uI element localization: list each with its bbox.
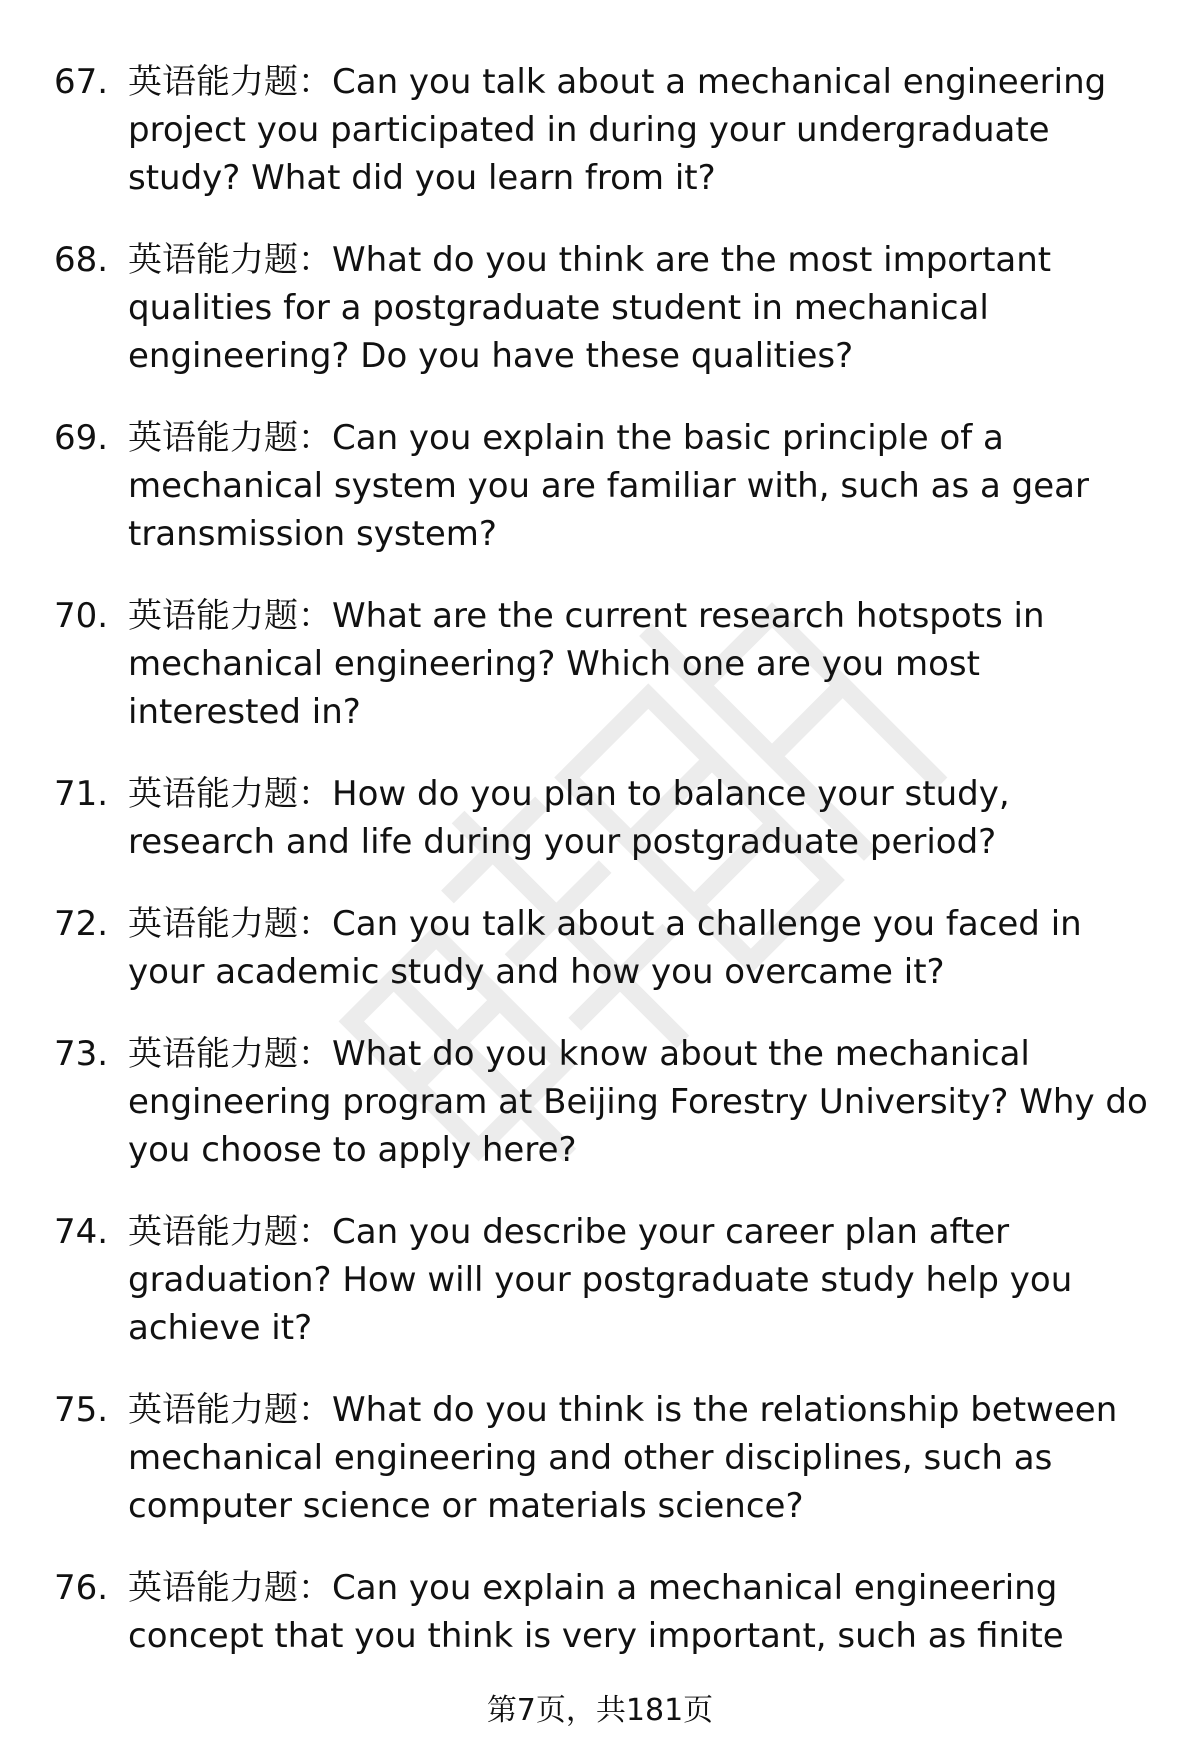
question-item xyxy=(0,414,1200,558)
question-item xyxy=(0,1030,1200,1174)
question-label: 英语能力题： xyxy=(128,1212,332,1252)
question-text-block xyxy=(128,58,1148,202)
question-list xyxy=(0,58,1200,1694)
question-body: What are the current research hotspots in mechanical engineering? Which one are you most interested in? xyxy=(128,596,1045,732)
question-body: What do you think is the relationship between mechanical engineering and other disciplines, such as computer science or materials science? xyxy=(128,1390,1118,1526)
question-item xyxy=(0,1208,1200,1352)
question-text-block xyxy=(128,1564,1148,1660)
question-number: 71. xyxy=(54,774,109,814)
question-item xyxy=(0,592,1200,736)
question-body: Can you describe your career plan after graduation? How will your postgraduate study help you achieve it? xyxy=(128,1212,1073,1348)
question-text-block xyxy=(128,900,1148,996)
question-label: 英语能力题： xyxy=(128,1390,332,1430)
question-number: 67. xyxy=(54,62,109,102)
question-body: Can you explain the basic principle of a mechanical system you are familiar with, such as a gear transmission system? xyxy=(128,418,1089,554)
question-label: 英语能力题： xyxy=(128,904,332,944)
page-footer: 第7页，共181页 xyxy=(486,1693,714,1728)
question-body: What do you think are the most important qualities for a postgraduate student in mechanical engineering? Do you have these qualities? xyxy=(128,240,1052,376)
question-text-block xyxy=(128,236,1148,380)
question-label: 英语能力题： xyxy=(128,62,332,102)
question-body: What do you know about the mechanical engineering program at Beijing Forestry University? Why do you choose to apply here? xyxy=(128,1034,1148,1170)
question-item xyxy=(0,770,1200,866)
question-label: 英语能力题： xyxy=(128,240,332,280)
question-label: 英语能力题： xyxy=(128,774,332,814)
question-text-block xyxy=(128,1030,1148,1174)
question-text-block xyxy=(128,1208,1148,1352)
question-body: Can you explain a mechanical engineering concept that you think is very important, such as finite xyxy=(128,1568,1064,1656)
question-label: 英语能力题： xyxy=(128,1568,332,1608)
question-number: 76. xyxy=(54,1568,109,1608)
question-text-block xyxy=(128,770,1148,866)
question-body: Can you talk about a challenge you faced in your academic study and how you overcame it? xyxy=(128,904,1082,992)
question-item xyxy=(0,1564,1200,1660)
question-number: 73. xyxy=(54,1034,109,1074)
question-number: 74. xyxy=(54,1212,109,1252)
question-label: 英语能力题： xyxy=(128,596,332,636)
question-item xyxy=(0,58,1200,202)
question-number: 70. xyxy=(54,596,109,636)
question-text-block xyxy=(128,592,1148,736)
question-text-block xyxy=(128,414,1148,558)
question-text-block xyxy=(128,1386,1148,1530)
question-number: 72. xyxy=(54,904,109,944)
question-item xyxy=(0,900,1200,996)
question-item xyxy=(0,1386,1200,1530)
question-label: 英语能力题： xyxy=(128,1034,332,1074)
question-item xyxy=(0,236,1200,380)
question-number: 69. xyxy=(54,418,109,458)
question-number: 75. xyxy=(54,1390,109,1430)
question-number: 68. xyxy=(54,240,109,280)
question-label: 英语能力题： xyxy=(128,418,332,458)
question-body: How do you plan to balance your study, research and life during your postgraduate period? xyxy=(128,774,1010,862)
question-body: Can you talk about a mechanical engineering project you participated in during your undergraduate study? What did you learn from it? xyxy=(128,62,1107,198)
